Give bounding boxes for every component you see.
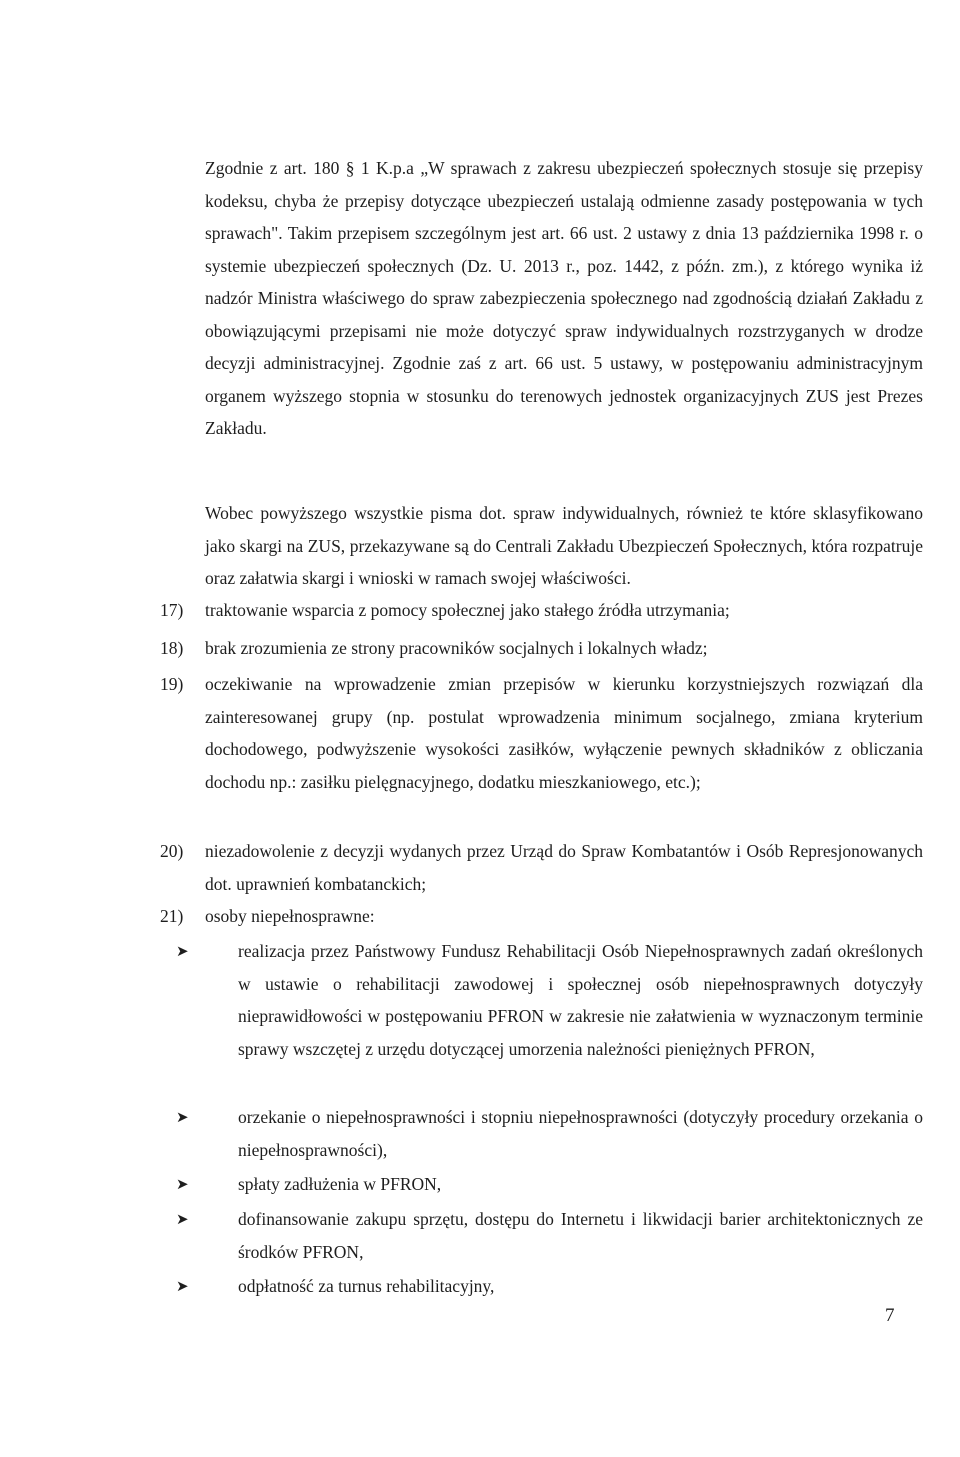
list-item-number: 17) [160, 600, 184, 620]
list-item-text: niezadowolenie z decyzji wydanych przez Urząd do Spraw Kombatantów i Osób Represjonowanych dot. uprawnień kombatanckich; [205, 841, 923, 894]
page-number: 7 [885, 1305, 895, 1326]
paragraph-forwarding: Wobec powyższego wszystkie pisma dot. spraw indywidualnych, również te które sklasyfikowano jako skargi na ZUS, przekazywane są do Centrali Zakładu Ubezpieczeń Społecznych, która rozpatruje oraz załatwia skargi i wnioski w ramach swojej właściwości. [205, 503, 923, 588]
bullet-item-text: dofinansowanie zakupu sprzętu, dostępu do Internetu i likwidacji barier architektonicznych ze środków PFRON, [238, 1209, 923, 1262]
arrowhead-bullet-icon: ➤ [176, 1210, 189, 1228]
list-item [160, 632, 923, 665]
bullet-item-text: spłaty zadłużenia w PFRON, [238, 1174, 442, 1194]
list-item-number: 21) [160, 906, 184, 926]
bullet-item-text: odpłatność za turnus rehabilitacyjny, [238, 1276, 495, 1296]
list-item [160, 900, 923, 933]
arrowhead-bullet-icon: ➤ [176, 1175, 189, 1193]
bullet-item [176, 1270, 923, 1303]
arrowhead-bullet-icon: ➤ [176, 942, 189, 960]
paragraph-legal-basis: Zgodnie z art. 180 § 1 K.p.a „W sprawach z zakresu ubezpieczeń społecznych stosuje się przepisy kodeksu, chyba że przepisy dotyczące ubezpieczeń ustalają odmienne zasady postępowania w tych sprawach". Takim przepisem szczególnym jest art. 66 ust. 2 ustawy z dnia 13 października 1998 r. o systemie ubezpieczeń społecznych (Dz. U. 2013 r., poz. 1442, z późn. zm.), z którego wynika iż nadzór Ministra właściwego do spraw zabezpieczenia społecznego nad zgodnością działań Zakładu z obowiązującymi przepisami nie może dotyczyć spraw indywidualnych rozstrzyganych w drodze decyzji administracyjnej. Zgodnie zaś z art. 66 ust. 5 ustawy, w postępowaniu administracyjnym organem wyższego stopnia w stosunku do terenowych jednostek organizacyjnych ZUS jest Prezes Zakładu. [205, 158, 923, 438]
list-item [160, 594, 923, 627]
arrowhead-bullet-icon: ➤ [176, 1108, 189, 1126]
bullet-item [176, 1203, 923, 1268]
list-item [160, 668, 923, 798]
bullet-item [176, 935, 923, 1065]
bullet-item-text: orzekanie o niepełnosprawności i stopniu niepełnosprawności (dotyczyły procedury orzekania o niepełnosprawności), [238, 1107, 923, 1160]
arrowhead-bullet-icon: ➤ [176, 1277, 189, 1295]
list-item-text: osoby niepełnosprawne: [205, 906, 375, 926]
list-item-text: traktowanie wsparcia z pomocy społecznej jako stałego źródła utrzymania; [205, 600, 730, 620]
bullet-item [176, 1168, 923, 1201]
list-item [160, 835, 923, 900]
list-item-text: oczekiwanie na wprowadzenie zmian przepisów w kierunku korzystniejszych rozwiązań dla zainteresowanej grupy (np. postulat wprowadzenia minimum socjalnego, zmiana kryterium dochodowego, podwyższenie wysokości zasiłków, wyłączenie pewnych składników z obliczania dochodu np.: zasiłku pielęgnacyjnego, dodatku mieszkaniowego, etc.); [205, 674, 923, 792]
list-item-number: 19) [160, 674, 184, 694]
bullet-item-text: realizacja przez Państwowy Fundusz Rehabilitacji Osób Niepełnosprawnych zadań określonych w ustawie o rehabilitacji zawodowej i społecznej osób niepełnosprawnych dotyczyły nieprawidłowości w postępowaniu PFRON w zakresie nie załatwienia w wyznaczonym terminie sprawy wszczętej z urzędu dotyczącej umorzenia należności pieniężnych PFRON, [238, 941, 923, 1059]
bullet-item [176, 1101, 923, 1166]
list-item-number: 20) [160, 841, 184, 861]
list-item-number: 18) [160, 638, 184, 658]
list-item-text: brak zrozumienia ze strony pracowników socjalnych i lokalnych władz; [205, 638, 708, 658]
